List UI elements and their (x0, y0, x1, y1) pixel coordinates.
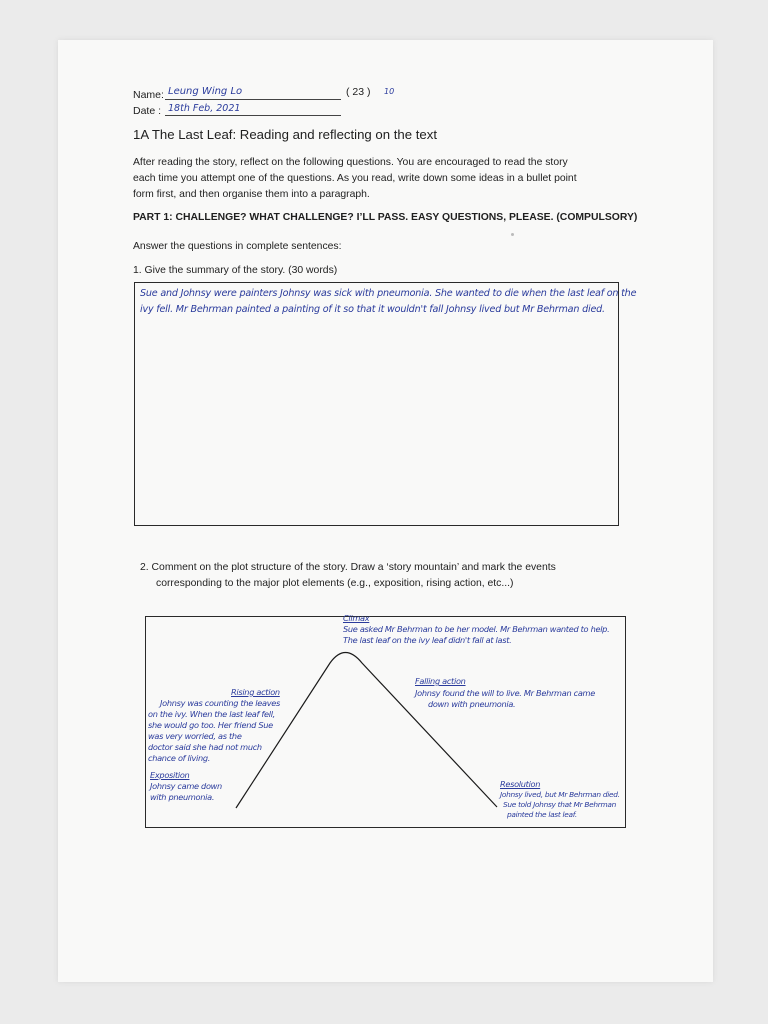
falling-action-line-2: down with pneumonia. (428, 699, 516, 709)
resolution-line-3: painted the last leaf. (507, 810, 577, 819)
question-2-line-1: 2. Comment on the plot structure of the story. Draw a ‘story mountain’ and mark the events (140, 562, 556, 573)
climax-line-2: The last leaf on the ivy leaf didn't fall at last. (343, 635, 512, 645)
q1-answer-line-1: Sue and Johnsy were painters Johnsy was sick with pneumonia. She wanted to die when the last leaf on the (140, 288, 637, 299)
falling-action-line-1: Johnsy found the will to live. Mr Behrman came (415, 688, 595, 698)
q1-answer-line-2: ivy fell. Mr Behrman painted a painting of it so that it wouldn't fall Johnsy lived but Mr Behrman died. (140, 304, 605, 315)
class-suffix: 10 (384, 87, 395, 96)
climax-label: Climax (343, 613, 370, 623)
instruction-text: Answer the questions in complete sentences: (133, 241, 342, 252)
exposition-label: Exposition (150, 770, 190, 780)
question-2-line-2: corresponding to the major plot elements (e.g., exposition, rising action, etc...) (156, 578, 514, 589)
name-value: Leung Wing Lo (168, 86, 243, 97)
date-label: Date : (133, 105, 162, 117)
resolution-line-1: Johnsy lived, but Mr Behrman died. (500, 790, 620, 799)
rising-action-line-5: doctor said she had not much (148, 742, 262, 752)
falling-action-label: Falling action (415, 676, 466, 686)
climax-line-1: Sue asked Mr Behrman to be her model. Mr Behrman wanted to help. (343, 624, 610, 634)
resolution-label: Resolution (500, 779, 541, 789)
part1-heading: PART 1: CHALLENGE? WHAT CHALLENGE? I’LL PASS. EASY QUESTIONS, PLEASE. (COMPULSORY) (133, 212, 638, 223)
rising-action-label: Rising action (231, 687, 280, 697)
rising-action-line-2: on the ivy. When the last leaf fell, (148, 709, 275, 719)
rising-action-line-6: chance of living. (148, 753, 211, 763)
question-1: 1. Give the summary of the story. (30 words) (133, 265, 338, 276)
class-number: ( 23 ) (346, 86, 371, 98)
exposition-line-2: with pneumonia. (150, 792, 215, 802)
exposition-line-1: Johnsy came down (150, 781, 222, 791)
intro-line-2: each time you attempt one of the questions. As you read, write down some ideas in a bullet point (133, 173, 577, 184)
resolution-line-2: Sue told Johnsy that Mr Behrman (503, 800, 617, 809)
intro-line-1: After reading the story, reflect on the following questions. You are encouraged to read the story (133, 157, 568, 168)
name-label: Name: (133, 89, 164, 101)
rising-action-line-4: was very worried, as the (148, 731, 242, 741)
rising-action-line-3: she would go too. Her friend Sue (148, 720, 273, 730)
date-value: 18th Feb, 2021 (168, 103, 241, 114)
rising-action-line-1: Johnsy was counting the leaves (160, 698, 280, 708)
worksheet-title: 1A The Last Leaf: Reading and reflecting on the text (133, 127, 438, 142)
intro-line-3: form first, and then organise them into a paragraph. (133, 189, 370, 200)
